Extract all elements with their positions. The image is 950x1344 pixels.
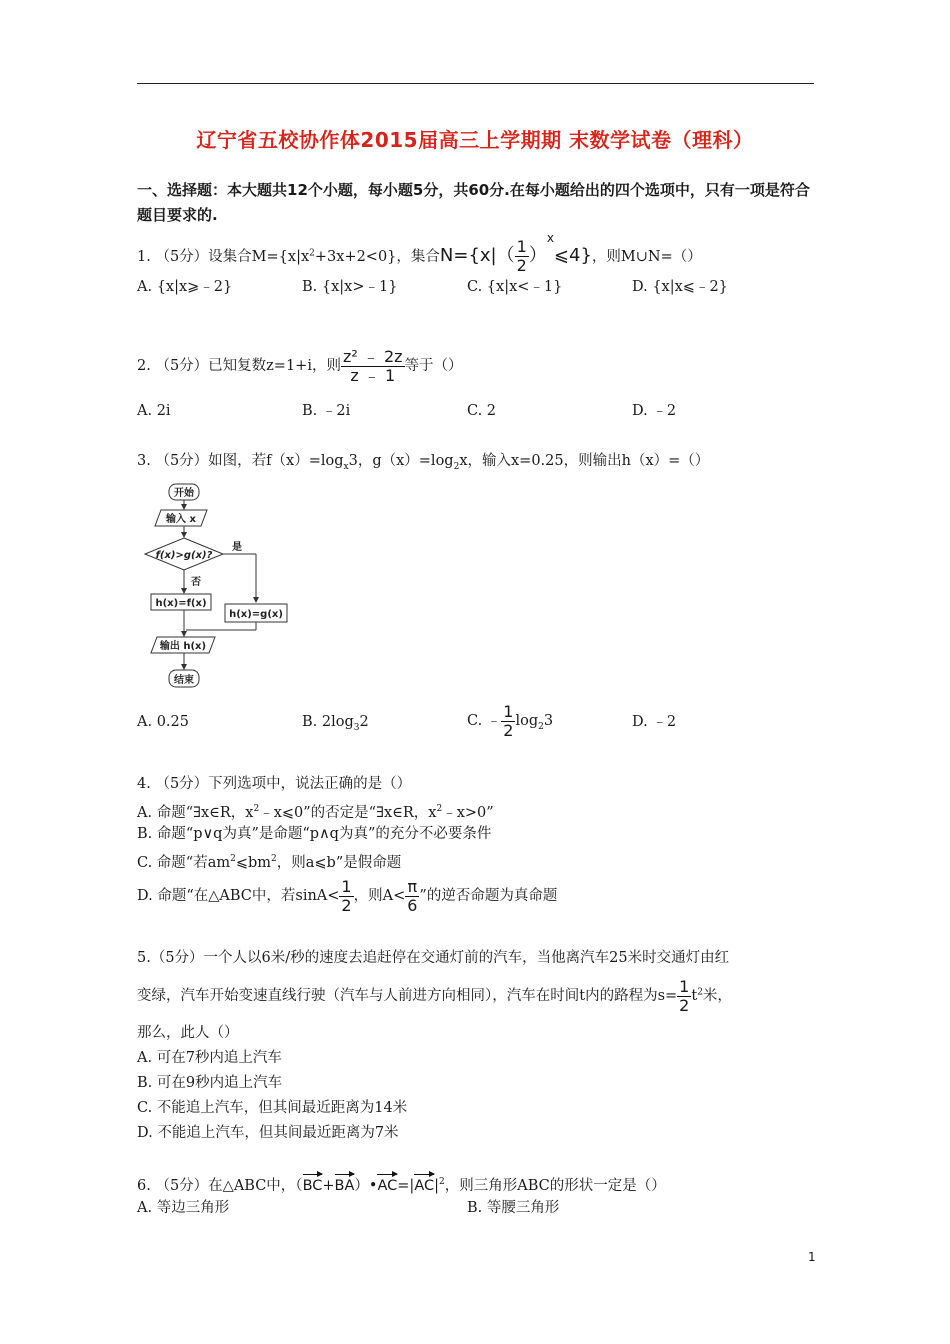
question-6: 6. （5分）在△ABC中，$(BC+BA)•AC=|AC|^2$，则三角形ABC的形状一定是（） [137,1172,666,1196]
flow-output-label: 输出 h(x) [159,641,207,652]
question-3: 3. （5分）如图，若$f(x)=\log_x3$，$g(x)=\log_2x$，输入x=0.25，则输出h（x）=（） [137,453,710,472]
flow-end-label: 结束 [174,675,194,686]
q3-option-d[interactable]: D. ﹣2 [632,714,677,730]
vector-ac: AC [377,1172,397,1196]
q2-option-d[interactable]: D. ﹣2 [632,403,677,419]
q1-option-d[interactable]: D. {x|x⩽﹣2} [632,279,728,295]
q6-option-a[interactable]: A. 等边三角形 [137,1200,230,1216]
question-5-line-1: 5.（5分）一个人以6米/秒的速度去追赶停在交通灯前的汽车，当他离汽车25米时交通灯由红 [137,950,730,966]
question-5-line-3: 那么，此人（） [137,1025,239,1041]
vector-bc: BC [303,1172,323,1196]
flow-hg-label: h(x)=g(x) [229,609,283,620]
q5-option-d[interactable]: D. 不能追上汽车，但其间最近距离为7米 [137,1125,399,1141]
q5-option-c[interactable]: C. 不能追上汽车，但其间最近距离为14米 [137,1100,408,1116]
q1-option-c[interactable]: C. {x|x<﹣1} [467,279,563,295]
page-title: 辽宁省五校协作体2015届高三上学期期 末数学试卷（理科） [196,128,754,152]
vector-ba: BA [335,1172,355,1196]
q2-option-a[interactable]: A. 2i [137,403,171,419]
flow-yes-label: 是 [232,542,242,553]
question-1: 1. （5分）设集合$M=\{x|x^2+3x+2<0\}$，集合N={x|（ $\frac{1}{2}$ ）$^x$⩽4}，则M∪N=（） [137,231,702,275]
q4-option-c[interactable]: C. 命题“若$am^2⩽bm^2$，则a⩽b”是假命题 [137,854,402,871]
flow-hf-label: h(x)=f(x) [155,598,207,609]
q1-option-b[interactable]: B. {x|x>﹣1} [302,279,398,295]
flow-input-label: 输入 x [166,514,196,525]
q3-option-a[interactable]: A. 0.25 [137,714,189,730]
question-4: 4. （5分）下列选项中，说法正确的是（） [137,776,412,792]
q6-option-b[interactable]: B. 等腰三角形 [467,1200,560,1216]
q4-option-b[interactable]: B. 命题“p∨q为真”是命题“p∧q为真”的充分不必要条件 [137,826,492,842]
q1-option-a[interactable]: A. {x|x⩾﹣2} [137,279,233,295]
vector-ac-abs: AC [414,1172,434,1196]
complex-fraction: $\frac{\text{z² ﹣ 2z}}{z ﹣ 1}$ [342,347,403,385]
q5-option-a[interactable]: A. 可在7秒内追上汽车 [137,1050,282,1066]
flow-cond-label: f(x)>g(x)? [155,550,213,561]
flow-start-label: 开始 [174,488,194,499]
q3-option-c[interactable]: C. ﹣ $\frac{1}{2}$ $\log_23$ [467,702,554,740]
header-rule [137,83,814,84]
q2-option-b[interactable]: B. ﹣2i [302,403,351,419]
q3-option-b[interactable]: B. $2\log_32$ [302,714,369,733]
flow-no-label: 否 [191,577,201,588]
q2-option-c[interactable]: C. 2 [467,403,497,419]
section-heading: 一、选择题：本大题共12个小题，每小题5分，共60分.在每小题给出的四个选项中，只有一项是符合题目要求的. [137,181,810,224]
set-n-expression: N={x|（ $\frac{1}{2}$ ）$^x$⩽4} [439,231,592,275]
page-number: 1 [808,1250,816,1264]
question-5-line-2: 变绿，汽车开始变速直线行驶（汽车与人前进方向相同），汽车在时间t内的路程为s= $\frac{1}{2}$ $t^2$米， [137,977,732,1015]
question-2: 2. （5分）已知复数z=1+i，则 $\frac{\text{z² ﹣ 2z}}{z ﹣ 1}$ 等于（） [137,347,463,385]
flowchart [133,480,293,692]
q4-option-a[interactable]: A. 命题“∃x∈R，$x^2﹣x⩽0$”的否定是“∃x∈R，$x^2﹣x>0$” [137,804,494,821]
q5-option-b[interactable]: B. 可在9秒内追上汽车 [137,1075,283,1091]
q4-option-d[interactable]: D. 命题“在△ABC中，若sinA< $\frac{1}{2}$ ，则A< $\frac{\pi}{6}$ ”的逆否命题为真命题 [137,877,558,915]
